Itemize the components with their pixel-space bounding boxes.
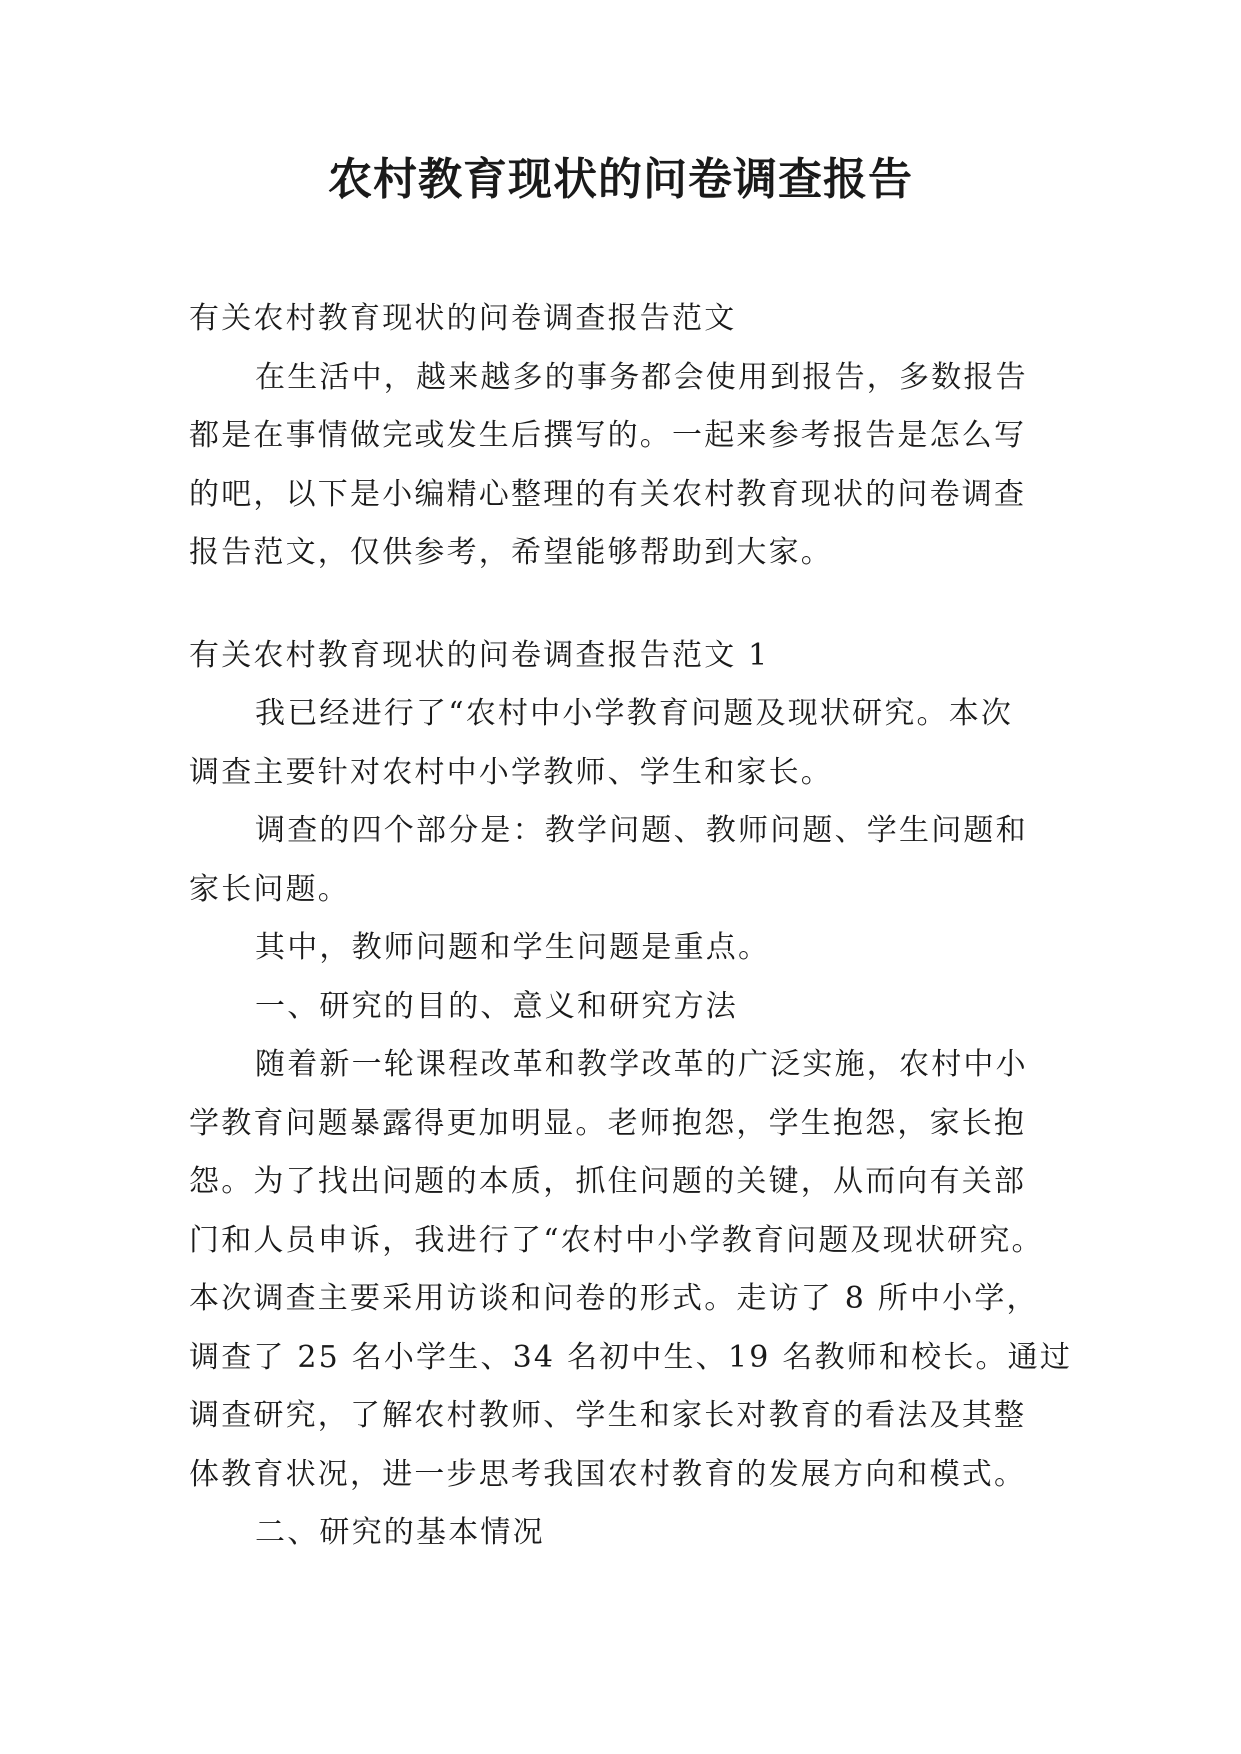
- paragraph-line: 的吧，以下是小编精心整理的有关农村教育现状的问卷调查: [189, 476, 1027, 512]
- paragraph-line: 怨。为了找出问题的本质，抓住问题的关键，从而向有关部: [189, 1164, 1027, 1199]
- heading-line: 二、研究的基本情况: [255, 1515, 545, 1550]
- paragraph-line: 体教育状况，进一步思考我国农村教育的发展方向和模式。: [189, 1456, 1027, 1492]
- heading-line: 一、研究的目的、意义和研究方法: [255, 988, 738, 1024]
- paragraph-line: 调查了 25 名小学生、34 名初中生、19 名教师和校长。通过: [189, 1339, 1073, 1375]
- paragraph-line: 门和人员申诉，我进行了“农村中小学教育问题及现状研究。: [189, 1222, 1044, 1258]
- paragraph-line: 都是在事情做完或发生后撰写的。一起来参考报告是怎么写: [189, 418, 1027, 453]
- paragraph-line: 随着新一轮课程改革和教学改革的广泛实施，农村中小: [255, 1047, 1028, 1082]
- paragraph-line: 其中，教师问题和学生问题是重点。: [255, 930, 771, 965]
- section-heading: 有关农村教育现状的问卷调查报告范文 1: [189, 637, 770, 673]
- paragraph-line: 在生活中，越来越多的事务都会使用到报告，多数报告: [255, 359, 1028, 395]
- paragraph-line: 调查主要针对农村中小学教师、学生和家长。: [189, 754, 833, 790]
- document-title: 农村教育现状的问卷调查报告: [328, 154, 913, 205]
- paragraph-line: 家长问题。: [189, 871, 350, 907]
- document-body: [189, 290, 1073, 1563]
- paragraph-line: 我已经进行了“农村中小学教育问题及现状研究。本次: [255, 696, 1014, 731]
- paragraph-line: 学教育问题暴露得更加明显。老师抱怨，学生抱怨，家长抱: [189, 1105, 1027, 1141]
- paragraph-line: 调查的四个部分是：教学问题、教师问题、学生问题和: [255, 813, 1028, 848]
- paragraph-line: 调查研究，了解农村教师、学生和家长对教育的看法及其整: [189, 1398, 1027, 1433]
- section-gap: [189, 583, 1069, 627]
- paragraph-line: 报告范文，仅供参考，希望能够帮助到大家。: [189, 535, 833, 570]
- paragraph-line: 本次调查主要采用访谈和问卷的形式。走访了 8 所中小学，: [189, 1281, 1039, 1316]
- subtitle-line: 有关农村教育现状的问卷调查报告范文: [189, 301, 737, 336]
